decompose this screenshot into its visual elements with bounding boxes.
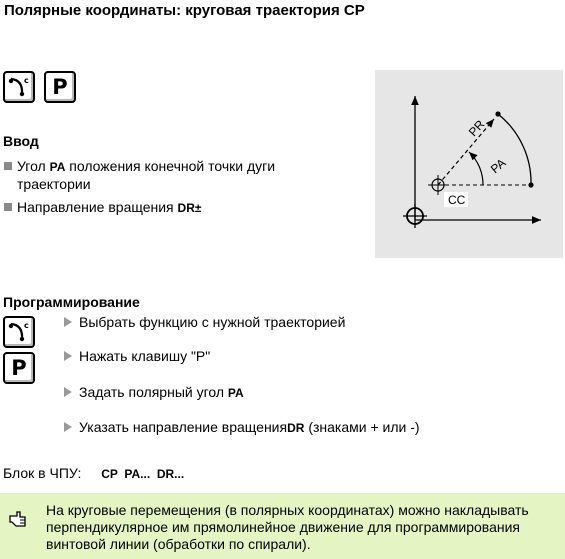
bullet-bold: DR± (177, 201, 202, 215)
step-arrow-icon (64, 422, 72, 432)
circle-path-key[interactable] (3, 316, 35, 348)
bullet-text: Направление вращения (17, 199, 178, 215)
circle-path-key-icon (5, 318, 33, 346)
p-key-letter: P (11, 356, 27, 380)
nc-block-code: CP PA... DR... (101, 467, 185, 481)
input-bullet-pa (17, 158, 347, 193)
bullet-icon (4, 162, 12, 170)
input-bullet-dr (17, 199, 201, 217)
label-pr: PR (465, 117, 488, 140)
pointing-hand-icon (7, 508, 29, 530)
bullet-icon (4, 203, 12, 211)
programming-heading: Программирование (3, 294, 140, 310)
step-text: Указать направление вращения (79, 419, 288, 435)
circle-path-key[interactable] (3, 71, 35, 103)
step-arrow-icon (64, 317, 72, 327)
nc-block-label: Блок в ЧПУ: (3, 465, 82, 481)
polar-p-key[interactable] (3, 352, 35, 384)
p-key-letter: P (52, 75, 68, 99)
note-text: На круговые перемещения (в полярных координатах) можно накладывать перпендикулярное им прямолинейное движение для программирования винтовой линии (обработки по спирали). (46, 502, 529, 552)
bullet-text: Угол (17, 158, 50, 174)
step-arrow-icon (64, 387, 72, 397)
step-bold: DR (287, 421, 305, 435)
step-bold: PA (227, 386, 244, 400)
polar-p-key[interactable] (44, 71, 76, 103)
step-text: Нажать клавишу "P" (79, 348, 211, 364)
label-cc: CC (448, 193, 466, 207)
step-text: (знаками + или -) (304, 419, 420, 435)
polar-arc-diagram (375, 70, 563, 258)
bullet-bold: PA (49, 160, 66, 174)
svg-text:c: c (24, 321, 29, 330)
svg-text:c: c (24, 76, 29, 85)
label-pa: PA (487, 155, 509, 177)
step-select-function (79, 314, 345, 330)
step-arrow-icon (64, 351, 72, 361)
angle-pa-arc (469, 152, 483, 185)
arc-end-point (528, 182, 533, 187)
arc-start-point (495, 111, 500, 116)
polar-arc-diagram-svg (375, 70, 563, 258)
circle-path-key-icon (5, 73, 33, 101)
step-enter-angle (79, 384, 244, 400)
step-text: Задать полярный угол (79, 384, 228, 400)
page-title: Полярные координаты: круговая траектория CP (4, 2, 365, 19)
nc-block-line (3, 465, 184, 481)
arc-path (498, 114, 531, 185)
bullet-text: положения конечной точки дуги траектории (17, 158, 276, 192)
note-box (0, 493, 565, 559)
input-heading: Ввод (3, 133, 39, 149)
step-direction (79, 419, 420, 435)
step-text: Выбрать функцию с нужной траекторией (79, 314, 346, 330)
step-press-p (79, 348, 210, 364)
